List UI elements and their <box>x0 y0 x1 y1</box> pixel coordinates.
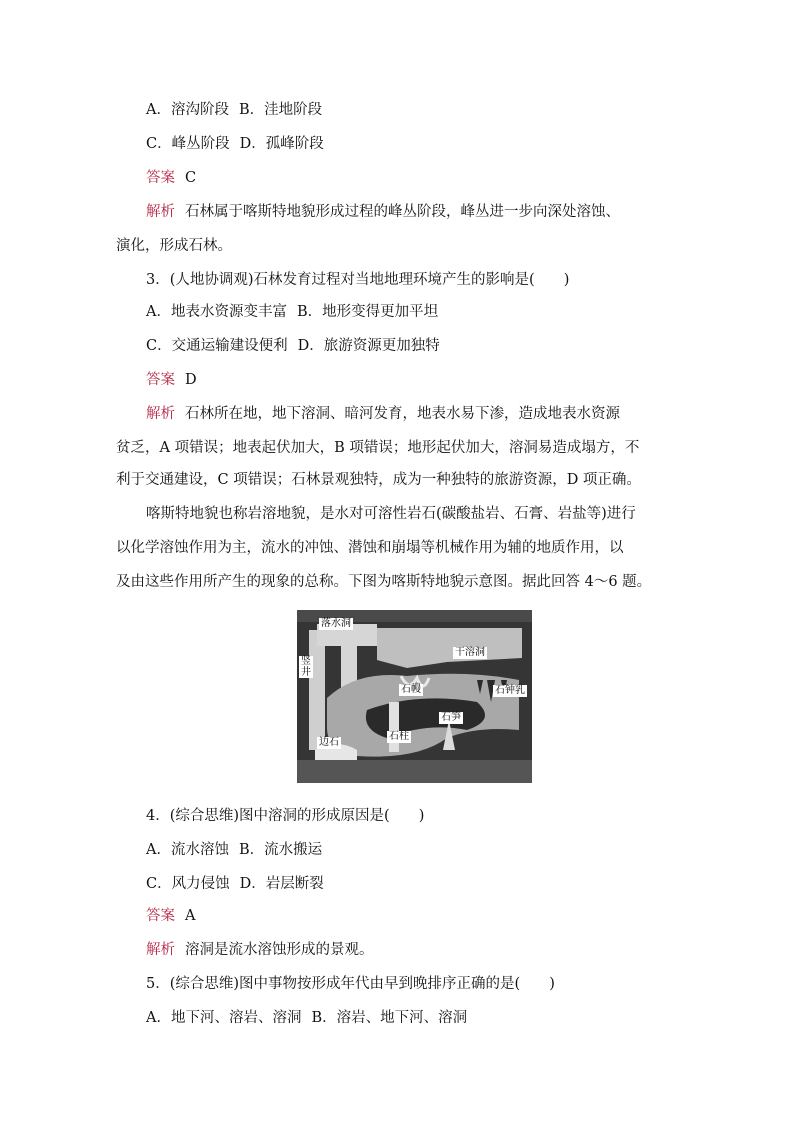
q5-stem: 5．(综合思维)图中事物按形成年代由早到晚排序正确的是( ) <box>146 976 555 992</box>
label-column: 石柱 <box>389 731 409 742</box>
analysis-text: 石林所在地，地下溶洞、暗河发育，地表水易下渗，造成地表水资源 <box>185 406 620 422</box>
label-vertical-shaft: 竖井 <box>301 656 311 678</box>
option-b: B．溶岩、地下河、溶洞 <box>311 1010 468 1026</box>
passage-line-1: 喀斯特地貌也称岩溶地貌，是水对可溶性岩石(碳酸盐岩、石膏、岩盐等)进行 <box>146 506 636 522</box>
q3-stem: 3．(人地协调观)石林发育过程对当地地理环境产生的影响是( ) <box>146 272 570 288</box>
label-rimstone: 边石 <box>319 737 339 748</box>
answer-label: 答案 <box>146 170 175 186</box>
label-stalagmite: 石笋 <box>441 712 461 723</box>
q3-options-line-1 <box>146 303 438 321</box>
q4-analysis <box>146 941 374 959</box>
option-c: C．交通运输建设便利 <box>146 338 288 354</box>
q2-options-line-1 <box>146 101 322 119</box>
option-d: D．旅游资源更加独特 <box>297 338 440 354</box>
q2-analysis-line-1 <box>146 203 620 221</box>
q2-options-line-2 <box>146 135 324 153</box>
option-a: A．流水溶蚀 <box>146 842 229 858</box>
q2-answer <box>146 169 196 187</box>
option-b: B．地形变得更加平坦 <box>296 304 439 320</box>
analysis-text: 石林属于喀斯特地貌形成过程的峰丛阶段，峰丛进一步向深处溶蚀、 <box>185 204 620 220</box>
q3-answer <box>146 371 197 389</box>
label-sinkhole: 落水洞 <box>321 618 351 629</box>
option-a: A．地下河、溶岩、溶洞 <box>146 1010 302 1026</box>
passage-line-3: 及由这些作用所产生的现象的总称。下图为喀斯特地貌示意图。据此回答 4～6 题。 <box>116 574 652 590</box>
q4-answer <box>146 907 195 925</box>
answer-value: C <box>185 170 197 186</box>
option-a: A．溶沟阶段 <box>146 102 229 118</box>
option-b: B．洼地阶段 <box>238 102 323 118</box>
analysis-label: 解析 <box>146 942 175 958</box>
q4-options-line-2 <box>146 875 324 893</box>
q3-analysis-line-1 <box>146 405 620 423</box>
label-stalactite: 石钟乳 <box>495 685 525 696</box>
option-b: B．流水搬运 <box>238 842 323 858</box>
analysis-text: 溶洞是流水溶蚀形成的景观。 <box>185 942 374 958</box>
answer-label: 答案 <box>146 908 175 924</box>
analysis-label: 解析 <box>146 204 175 220</box>
option-a: A．地表水资源变丰富 <box>146 304 287 320</box>
karst-landform-diagram <box>297 610 532 783</box>
q3-analysis-line-3: 利于交通建设，C 项错误；石林景观独特，成为一种独特的旅游资源，D 项正确。 <box>116 472 641 488</box>
answer-value: D <box>185 372 197 388</box>
label-drapery: 石幔 <box>401 684 421 695</box>
option-d: D．孤峰阶段 <box>239 136 324 152</box>
option-d: D．岩层断裂 <box>239 876 324 892</box>
label-dry-cave: 干溶洞 <box>455 647 485 658</box>
q3-analysis-line-2: 贫乏，A 项错误；地表起伏加大，B 项错误；地形起伏加大，溶洞易造成塌方，不 <box>116 440 640 456</box>
q2-analysis-line-2: 演化，形成石林。 <box>116 238 232 254</box>
q4-stem: 4．(综合思维)图中溶洞的形成原因是( ) <box>146 808 425 824</box>
q4-options-line-1 <box>146 841 322 859</box>
answer-value: A <box>185 908 196 924</box>
analysis-label: 解析 <box>146 406 175 422</box>
answer-label: 答案 <box>146 372 175 388</box>
option-c: C．风力侵蚀 <box>146 876 230 892</box>
q5-options-line-1 <box>146 1009 467 1027</box>
option-c: C．峰丛阶段 <box>146 136 230 152</box>
q3-options-line-2 <box>146 337 440 355</box>
passage-line-2: 以化学溶蚀作用为主，流水的冲蚀、潜蚀和崩塌等机械作用为辅的地质作用，以 <box>116 540 624 556</box>
